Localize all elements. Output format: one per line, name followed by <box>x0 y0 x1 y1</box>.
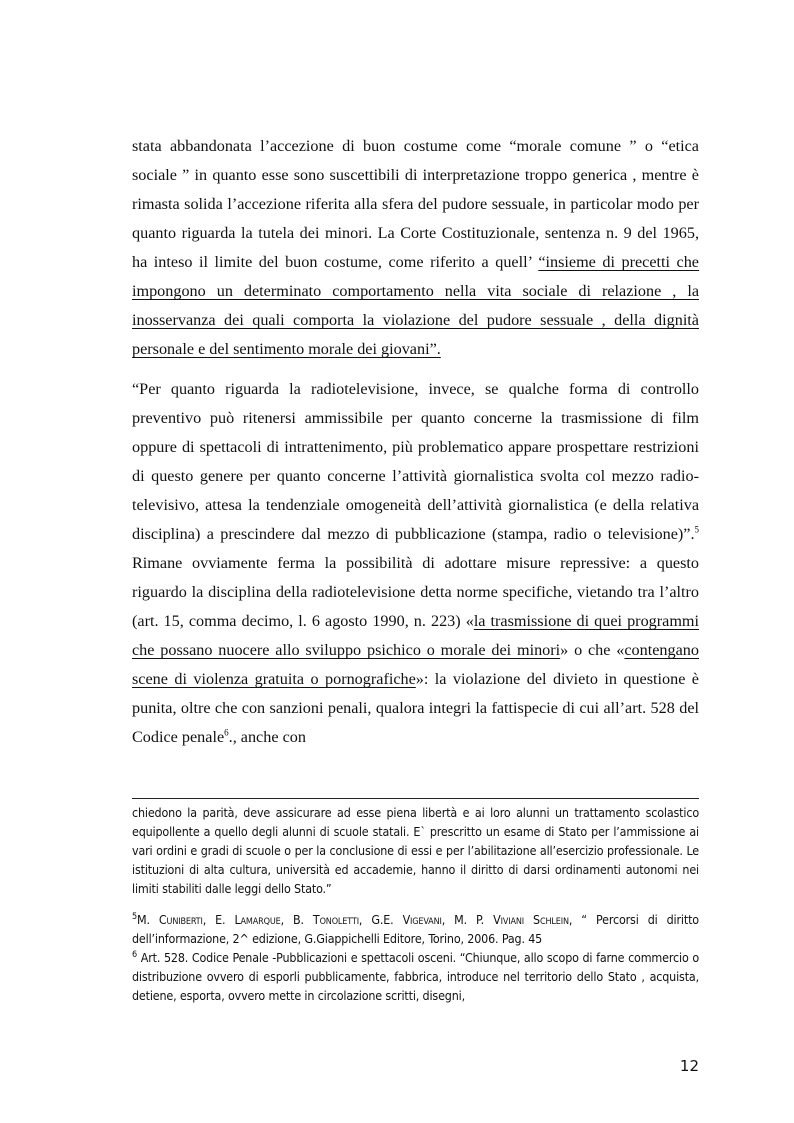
paragraph-1-text: stata abbandonata l’accezione di buon costume come “morale comune ” o “etica sociale ” in quanto esse sono suscettibili di interpretazione troppo generica , mentre è rimasta solida l’accezione riferita alla sfera del pudore sessuale, in particolar modo per quanto riguarda la tutela dei minori. La Corte Costituzionale, sentenza n. 9 del 1965, ha inteso il limite del buon costume, come riferito a quell’ <box>132 137 699 271</box>
paragraph-1 <box>132 132 699 364</box>
footnote-separator <box>132 798 699 799</box>
footnote-ref-5[interactable]: 5 <box>694 524 699 535</box>
law-quote-1: la trasmissione di quei programmi che possano nuocere allo sviluppo psichico o morale dei minori <box>132 612 700 659</box>
footnotes <box>132 803 699 1005</box>
law-quote-2: contengano scene di violenza gratuita o pornografiche <box>132 641 699 688</box>
paragraph-2-text-e: ., anche con <box>228 728 306 746</box>
paragraph-2-text-a: “Per quanto riguarda la radiotelevisione, invece, se qualche forma di controllo preventivo può ritenersi ammissibile per quanto concerne la trasmissione di film oppure di spettacoli di intrattenimento, più problematico appare prospettare restrizioni di questo genere per quanto concerne l’attività giornalistica svolta col mezzo radio-televisivo, attesa la tendenziale omogeneità dell’attività giornalistica (e della relativa disciplina) a prescindere dal mezzo di pubblicazione (stampa, radio o televisione)”. <box>132 380 699 543</box>
footnote-ref-6[interactable]: 6 <box>224 727 229 738</box>
footnote-5-authors: M. Cuniberti, E. Lamarque, B. Tonoletti, G.E. Vigevani, M. P. Viviani Schlein <box>137 912 569 927</box>
footnote-5-mark: 5 <box>132 911 138 922</box>
footnote-6-text: Art. 528. Codice Penale -Pubblicazioni e spettacoli osceni. “Chiunque, allo scopo di farne commercio o distribuzione ovvero di esporli pubblicamente, fabbrica, introduce nel territorio dello Stato , acquista, detiene, esporta, ovvero mette in circolazione scritti, disegni, <box>132 950 699 1003</box>
footnote-continuation: chiedono la parità, deve assicurare ad esse piena libertà e ai loro alunni un trattamento scolastico equipollente a quello degli alunni di scuole statali. E` prescritto un esame di Stato per l’ammissione ai vari ordini e gradi di scuole o per la conclusione di essi e per l’abilitazione all’esercizio professionale. Le istituzioni di alta cultura, università ed accademie, hanno il diritto di darsi ordinamenti autonomi nei limiti stabiliti dalle leggi dello Stato.” <box>132 805 699 896</box>
page-number: 12 <box>679 1057 699 1075</box>
footnote-6 <box>132 948 699 1005</box>
paragraph-2 <box>132 375 699 752</box>
footnote-5 <box>132 910 699 948</box>
paragraph-2-text-b: Rimane ovviamente ferma la possibilità di adottare misure repressive: a questo riguardo la disciplina della radiotelevisione detta norme specifiche, vietando tra l’altro (art. 15, comma decimo, l. 6 agosto 1990, n. 223) « <box>132 554 699 630</box>
paragraph-2-text-d: »: la violazione del divieto in questione è punita, oltre che con sanzioni penali, qualora integri la fattispecie di cui all’art. 528 del Codice penale <box>132 670 699 746</box>
footnote-6-mark: 6 <box>132 949 138 960</box>
body-text <box>132 132 699 752</box>
paragraph-2-text-c: » o che « <box>560 641 625 659</box>
court-definition-quote: “insieme di precetti che impongono un determinato comportamento nella vita sociale di relazione , la inosservanza dei quali comporta la violazione del pudore sessuale , della dignità personale e del sentimento morale dei giovani”. <box>132 253 699 358</box>
footnote-5-text: , “ Percorsi di diritto dell’informazione, 2^ edizione, G.Giappichelli Editore, Torino, 2006. Pag. 45 <box>132 912 699 946</box>
